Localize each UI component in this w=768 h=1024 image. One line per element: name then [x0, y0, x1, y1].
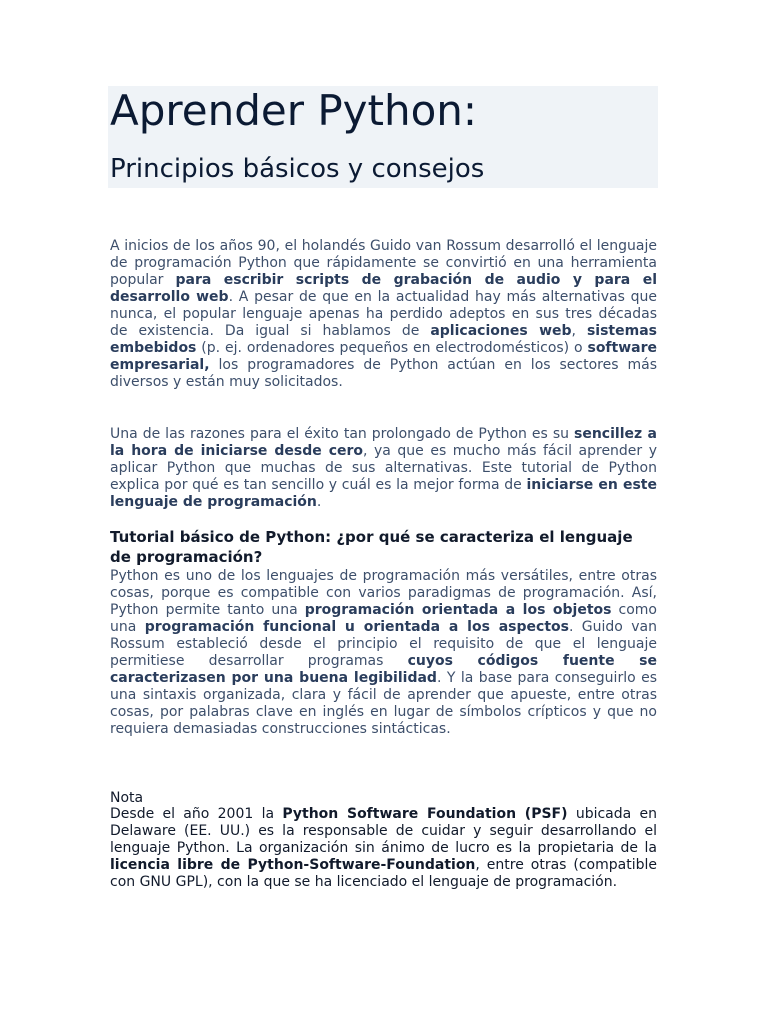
tutorial-text-2: como una	[110, 602, 657, 635]
intro-text-1: A inicios de los años 90, el holandés Guido van Rossum desarrolló el lenguaje de programación Python que rápidamente se convirtió en una herramienta popular	[110, 238, 657, 288]
intro-bold-3: sistemas embebidos	[110, 323, 657, 356]
note-bold-1: Python Software Foundation (PSF)	[282, 806, 568, 822]
note-text-1: Desde el año 2001 la	[110, 806, 283, 822]
tutorial-text-3: . Guido van Rossum estableció desde el principio el requisito de que el lenguaje permitiese desarrollar programas	[110, 619, 657, 669]
intro-bold-4: software empresarial,	[110, 340, 657, 373]
reasons-paragraph	[110, 426, 657, 511]
reasons-text-1: Una de las razones para el éxito tan prolongado de Python es su	[110, 426, 574, 442]
intro-paragraph	[110, 238, 657, 391]
intro-text-3: ,	[571, 323, 587, 339]
page-title: Aprender Python:	[110, 86, 478, 135]
tutorial-bold-1: programación orientada a los objetos	[304, 602, 612, 618]
intro-bold-1: para escribir scripts de grabación de audio y para el desarrollo web	[110, 272, 658, 305]
reasons-bold-1: sencillez a la hora de iniciarse desde cero	[110, 426, 657, 459]
page-subtitle: Principios básicos y consejos	[110, 154, 485, 184]
reasons-bold-2: iniciarse en este lenguaje de programación	[110, 477, 657, 510]
tutorial-paragraph	[110, 568, 657, 738]
note-text-3: , entre otras (compatible con GNU GPL), con la que se ha licenciado el lenguaje de programación.	[110, 857, 657, 890]
intro-bold-2: aplicaciones web	[430, 323, 572, 339]
intro-text-4: (p. ej. ordenadores pequeños en electrodomésticos) o	[196, 340, 588, 356]
tutorial-bold-2: programación funcional u orientada a los aspectos	[144, 619, 569, 635]
note-paragraph	[110, 806, 657, 891]
intro-text-2: . A pesar de que en la actualidad hay más alternativas que nunca, el popular lenguaje apenas ha perdido adeptos en sus tres décadas de existencia. Da igual si hablamos de	[110, 289, 657, 339]
tutorial-bold-3: cuyos códigos fuente se caracterizasen por una buena legibilidad	[110, 653, 657, 686]
note-label: Nota	[110, 790, 144, 806]
tutorial-text-1: Python es uno de los lenguajes de programación más versátiles, entre otras cosas, porque es compatible con varios paradigmas de programación. Así, Python permite tanto una	[110, 568, 657, 618]
section-heading: Tutorial básico de Python: ¿por qué se caracteriza el lenguaje de programación?	[110, 528, 633, 566]
reasons-text-3: .	[316, 494, 322, 510]
reasons-text-2: , ya que es mucho más fácil aprender y aplicar Python que muchas de sus alternativas. Este tutorial de Python explica por qué es tan sencillo y cuál es la mejor forma de	[110, 443, 658, 493]
note-bold-2: licencia libre de Python-Software-Foundation	[110, 857, 476, 873]
tutorial-text-4: . Y la base para conseguirlo es una sintaxis organizada, clara y fácil de aprender que apueste, entre otras cosas, por palabras clave en inglés en lugar de símbolos crípticos y que no requiera demasiadas construcciones sintácticas.	[110, 670, 657, 737]
intro-text-5: los programadores de Python actúan en los sectores más diversos y están muy solicitados.	[110, 357, 657, 390]
note-text-2: ubicada en Delaware (EE. UU.) es la responsable de cuidar y seguir desarrollando el lenguaje Python. La organización sin ánimo de lucro es la propietaria de la	[110, 806, 658, 856]
